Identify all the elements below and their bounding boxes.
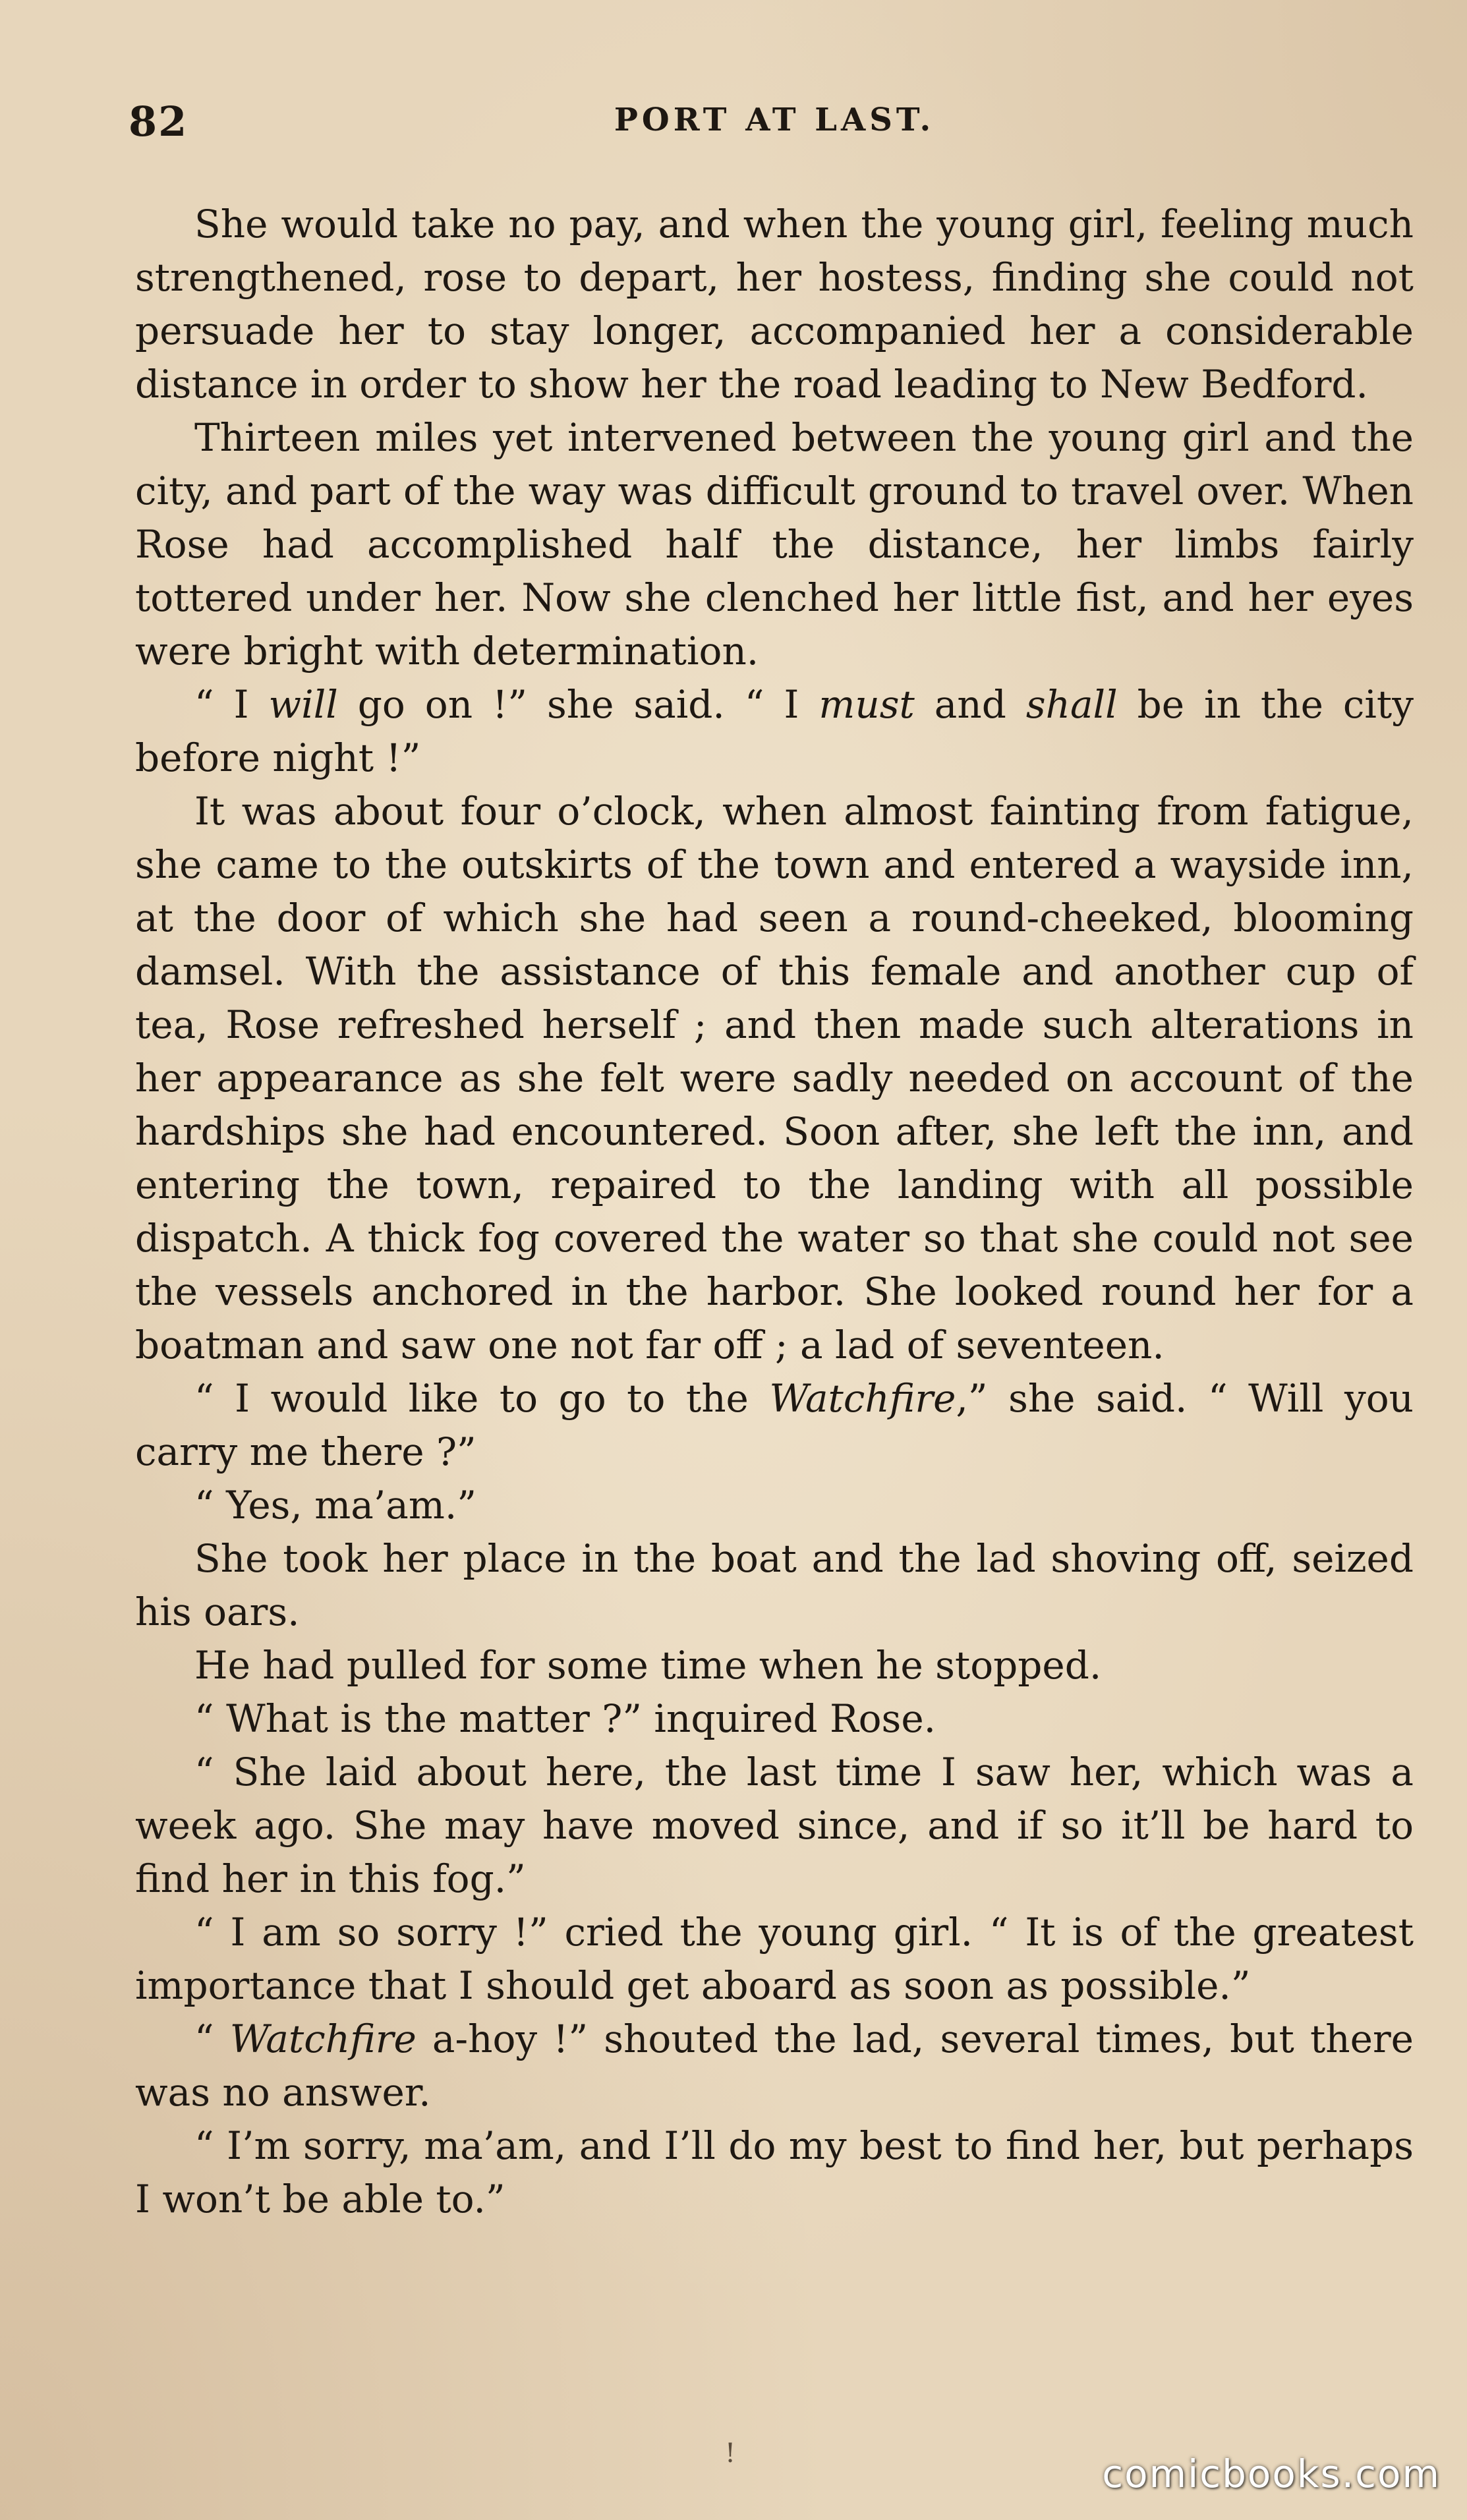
- text-run: “ I: [194, 682, 269, 727]
- italic-text: must: [819, 682, 915, 727]
- text-run: be in the city before night !”: [135, 682, 1414, 780]
- running-head: PORT AT LAST.: [614, 101, 935, 138]
- paragraph: [135, 1746, 1414, 1906]
- paragraph: [135, 1479, 1414, 1532]
- paragraph: [135, 2013, 1414, 2119]
- text-run: She took her place in the boat and the lad shoving off, seized his oars.: [135, 1536, 1414, 1634]
- paragraph: [135, 198, 1414, 411]
- italic-text: will: [268, 682, 338, 727]
- paragraph: [135, 1532, 1414, 1639]
- text-run: “: [194, 2017, 230, 2061]
- text-run: She would take no pay, and when the young girl, feeling much strengthened, rose to depart, her hostess, finding she could not persuade her to stay longer, accompanied her a considerable distance in order to show her the road leading to New Bedford.: [135, 202, 1414, 407]
- text-run: ,” she said. “ Will you carry me there ?”: [135, 1376, 1414, 1474]
- page-header: [129, 92, 1414, 152]
- paragraph: [135, 411, 1414, 678]
- italic-text: Watchfire: [769, 1376, 956, 1421]
- text-run: It was about four o’clock, when almost fainting from fatigue, she came to the outskirts of the town and entered a wayside inn, at the door of which she had seen a round-cheeked, blooming damsel. With the assistance of this female and another cup of tea, Rose refreshed herself ; and then made such alterations in her appearance as she felt were sadly needed on account of the hardships she had encountered. Soon after, she left the inn, and entering the town, repaired to the landing with all possible dispatch. A thick fog covered the water so that she could not see the vessels anchored in the harbor. She looked round her for a boatman and saw one not far off ; a lad of seventeen.: [135, 789, 1414, 1367]
- text-run: a-hoy !” shouted the lad, several times, but there was no answer.: [135, 2017, 1414, 2115]
- paragraph: [135, 1639, 1414, 1692]
- paragraph: [135, 1692, 1414, 1746]
- footer-mark: !: [725, 2438, 736, 2469]
- text-run: “ She laid about here, the last time I saw her, which was a week ago. She may have moved since, and if so it’ll be hard to find her in this fog.”: [135, 1750, 1414, 1901]
- text-run: “ I am so sorry !” cried the young girl. “ It is of the greatest importance that I should get aboard as soon as possible.”: [135, 1910, 1414, 2008]
- text-run: He had pulled for some time when he stopped.: [194, 1643, 1102, 1688]
- body-text: [135, 198, 1414, 2226]
- text-run: “ I’m sorry, ma’am, and I’ll do my best to find her, but perhaps I won’t be able to.”: [135, 2123, 1414, 2221]
- text-run: “ Yes, ma’am.”: [194, 1483, 476, 1528]
- paragraph: [135, 2119, 1414, 2226]
- text-run: “ I would like to go to the: [194, 1376, 770, 1421]
- text-run: go on !” she said. “ I: [337, 682, 819, 727]
- text-run: “ What is the matter ?” inquired Rose.: [194, 1696, 936, 1741]
- book-page: [129, 92, 1414, 2469]
- text-run: and: [914, 682, 1026, 727]
- paragraph: [135, 678, 1414, 785]
- paragraph: [135, 1372, 1414, 1479]
- paragraph: [135, 1906, 1414, 2013]
- italic-text: Watchfire: [229, 2017, 417, 2061]
- watermark-text: comicbooks.com: [1102, 2451, 1441, 2496]
- page-number: 82: [129, 98, 188, 146]
- paragraph: [135, 785, 1414, 1372]
- italic-text: shall: [1025, 682, 1118, 727]
- text-run: Thirteen miles yet intervened between the young girl and the city, and part of the way was difficult ground to travel over. When Rose had accomplished half the distance, her limbs fairly tottered under her. Now she clenched her little fist, and her eyes were bright with determination.: [135, 415, 1414, 673]
